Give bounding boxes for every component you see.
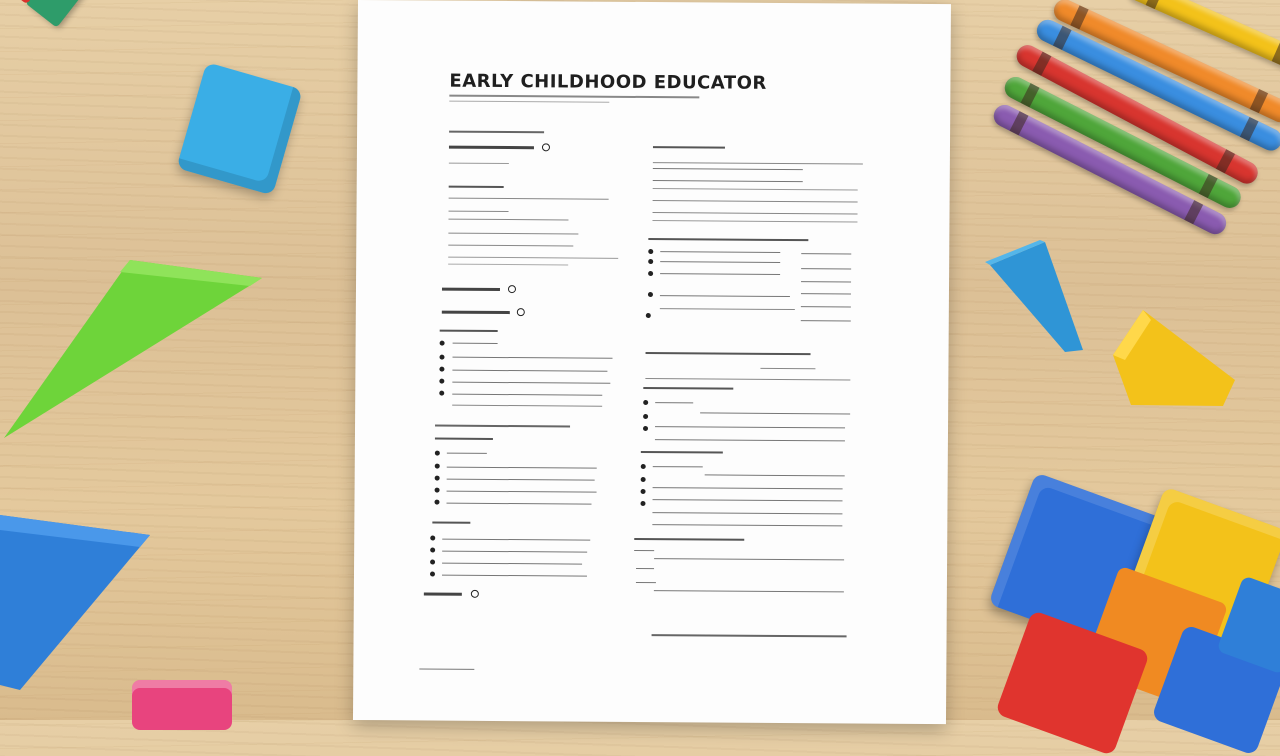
blue-triangle-block-right (985, 240, 1085, 355)
blue-triangle-block (0, 505, 160, 695)
orange-crayon (1050, 0, 1280, 126)
document-title: EARLY CHILDHOOD EDUCATOR (449, 70, 767, 94)
resume-document (353, 0, 951, 724)
yellow-block (1113, 310, 1238, 410)
pink-block (132, 680, 232, 730)
green-triangle-block (0, 258, 270, 448)
